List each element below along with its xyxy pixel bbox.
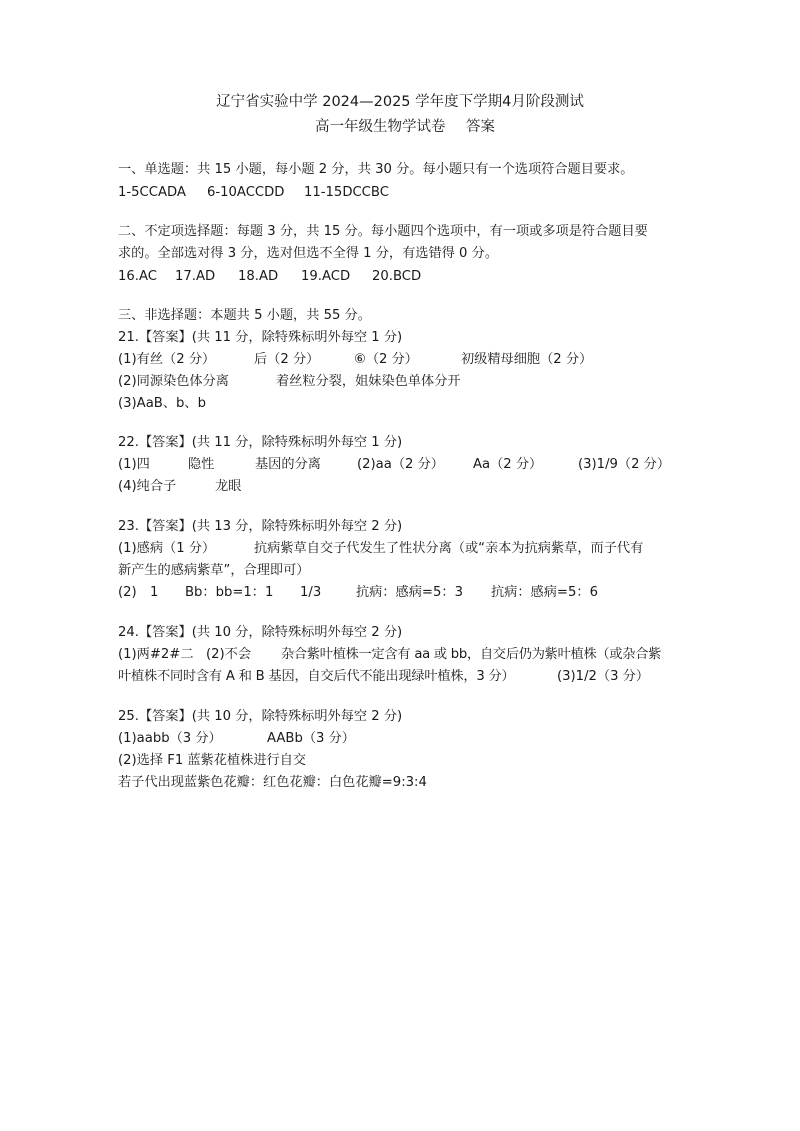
q23-answer: 抗病：感病=5：3 [356, 585, 463, 600]
section2-answer: 20.BCD [372, 269, 422, 284]
q24-header: 24.【答案】(共 10 分，除特殊标明外每空 2 分) [118, 625, 403, 640]
q25-header: 25.【答案】(共 10 分，除特殊标明外每空 2 分) [118, 709, 403, 724]
section2-answer: 16.AC [118, 269, 157, 284]
q21-header: 21.【答案】(共 11 分，除特殊标明外每空 1 分) [118, 330, 403, 345]
answer-label: 答案 [466, 119, 495, 135]
section2-answer: 19.ACD [301, 269, 351, 284]
q22-answer: 基因的分离 [255, 457, 321, 472]
section2-answer: 18.AD [238, 269, 279, 284]
q23-answer: 抗病紫草自交子代发生了性状分离（或“亲本为抗病紫草，而子代有 [254, 541, 644, 556]
q22-answer: (2)aa（2 分） [357, 457, 444, 472]
section1-answer: 1-5CCADA [118, 185, 186, 200]
q21-answer: (3)AaB、b、b [118, 396, 206, 411]
section2-heading: 二、不定项选择题：每题 3 分，共 15 分。每小题四个选项中，有一项或多项是符合题目要 [118, 224, 648, 239]
q23-answer: 1 [150, 585, 159, 600]
q22-answer: 龙眼 [215, 479, 242, 494]
q25-answer: AABb（3 分） [267, 731, 355, 746]
section3-heading: 三、非选择题：本题共 5 小题，共 55 分。 [118, 308, 371, 323]
q24-answer: (2)不会 [206, 647, 252, 662]
q21-answer: (2)同源染色体分离 [118, 374, 229, 389]
page-title: 辽宁省实验中学 2024—2025 学年度下学期4月阶段测试 [216, 94, 584, 110]
q21-answer: 初级精母细胞（2 分） [461, 352, 593, 367]
q23-answer: Bb：bb=1：1 [185, 585, 274, 600]
q23-answer: (2) [118, 585, 137, 600]
q21-answer: 后（2 分） [254, 352, 320, 367]
section1-answer: 11-15DCCBC [304, 185, 389, 200]
q23-answer: (1)感病（1 分） [118, 541, 216, 556]
q24-answer: (1)两#2#二 [118, 647, 194, 662]
q22-answer: (4)纯合子 [118, 479, 177, 494]
q23-answer: 1/3 [300, 585, 322, 600]
q24-answer: (3)1/2（3 分） [557, 669, 650, 684]
q25-answer: (2)选择 F1 蓝紫花植株进行自交 [118, 753, 307, 768]
q23-answer-cont: 新产生的感病紫草”，合理即可） [118, 563, 310, 578]
q21-answer: (1)有丝（2 分） [118, 352, 216, 367]
q25-answer: 若子代出现蓝紫色花瓣：红色花瓣：白色花瓣=9:3:4 [118, 775, 427, 790]
q24-answer: 叶植株不同时含有 A 和 B 基因，自交后代不能出现绿叶植株，3 分） [118, 669, 515, 684]
q22-answer: (3)1/9（2 分） [578, 457, 671, 472]
q23-answer: 抗病：感病=5：6 [491, 585, 598, 600]
q23-header: 23.【答案】(共 13 分，除特殊标明外每空 2 分) [118, 519, 403, 534]
q22-answer: (1)四 [118, 457, 150, 472]
page-subtitle: 高一年级生物学试卷 [315, 119, 446, 135]
section1-answer: 6-10ACCDD [207, 185, 285, 200]
q21-answer: ⑥（2 分） [354, 352, 418, 367]
q21-answer: 着丝粒分裂，姐妹染色单体分开 [276, 374, 461, 389]
section2-heading-cont: 求的。全部选对得 3 分，选对但选不全得 1 分，有选错得 0 分。 [118, 246, 499, 261]
section1-heading: 一、单选题：共 15 小题，每小题 2 分，共 30 分。每小题只有一个选项符合题目要求。 [118, 162, 634, 177]
q22-answer: 隐性 [188, 457, 215, 472]
q24-answer: 杂合紫叶植株一定含有 aa 或 bb，自交后仍为紫叶植株（或杂合紫 [281, 647, 662, 662]
q25-answer: (1)aabb（3 分） [118, 731, 222, 746]
q22-header: 22.【答案】(共 11 分，除特殊标明外每空 1 分) [118, 435, 403, 450]
section2-answer: 17.AD [175, 269, 216, 284]
q22-answer: Aa（2 分） [473, 457, 543, 472]
